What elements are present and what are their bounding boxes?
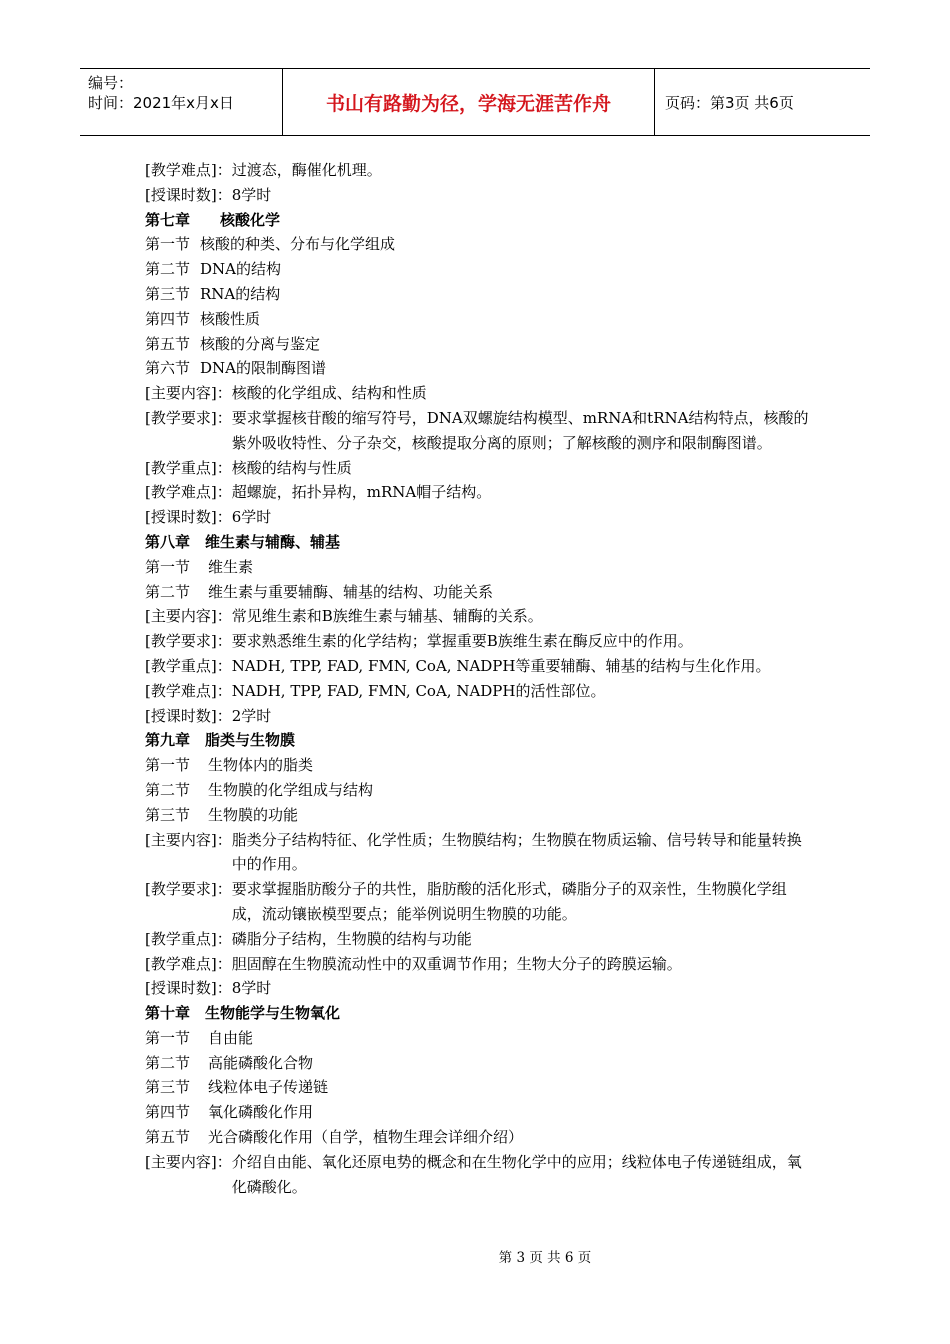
chapter-heading: 第九章 脂类与生物膜: [145, 731, 296, 750]
document-body: [145, 158, 810, 1199]
header-motto: 书山有路勤为径，学海无涯苦作舟: [283, 69, 655, 135]
teaching-hours: [授课时数]： 2学时: [145, 706, 272, 725]
section-item: 第一节 自由能: [145, 1028, 254, 1047]
main-content: [主要内容]： 介绍自由能、氧化还原电势的概念和在生物化学中的应用；线粒体电子传递链组成，氧化磷酸化。: [145, 1152, 802, 1196]
teaching-key-point: [教学重点]： 磷脂分子结构，生物膜的结构与功能: [145, 929, 472, 948]
section-item: 第四节 氧化磷酸化作用: [145, 1103, 314, 1122]
section-item: 第二节 高能磷酸化合物: [145, 1053, 314, 1072]
header-table: [80, 68, 870, 136]
section-item: 第二节 生物膜的化学组成与结构: [145, 780, 374, 799]
chapter-heading: 第七章 核酸化学: [145, 210, 281, 229]
section-item: 第五节 光合磷酸化作用（自学，植物生理会详细介绍）: [145, 1128, 524, 1147]
section-item: 第三节 RNA的结构: [145, 284, 281, 303]
chapter-heading: 第八章 维生素与辅酶、辅基: [145, 532, 341, 551]
section-item: 第一节 核酸的种类、分布与化学组成: [145, 235, 396, 254]
main-content: [主要内容]： 核酸的化学组成、结构和性质: [145, 384, 427, 403]
header-left-cell: [80, 69, 283, 135]
section-item: 第二节 DNA的结构: [145, 260, 281, 279]
teaching-hours: [授课时数]： 6学时: [145, 508, 272, 527]
section-item: 第四节 核酸性质: [145, 309, 261, 328]
time-label: 时间：2021年x月x日: [88, 94, 234, 112]
teaching-key-point: [教学重点]： NADH, TPP, FAD, FMN, CoA, NADPH等重要辅酶、辅基的结构与生化作用。: [145, 656, 771, 675]
number-label: 编号：: [88, 74, 134, 92]
teaching-difficulty: [教学难点]： 超螺旋，拓扑异构，mRNA帽子结构。: [145, 483, 492, 502]
section-item: 第一节 维生素: [145, 557, 254, 576]
teaching-hours: [授课时数]： 8学时: [145, 185, 272, 204]
section-item: 第二节 维生素与重要辅酶、辅基的结构、功能关系: [145, 582, 494, 601]
main-content: [主要内容]： 脂类分子结构特征、化学性质；生物膜结构；生物膜在物质运输、信号转导和能量转换中的作用。: [145, 830, 802, 874]
teaching-hours: [授课时数]： 8学时: [145, 979, 272, 998]
main-content: [主要内容]： 常见维生素和B族维生素与辅基、辅酶的关系。: [145, 607, 543, 626]
section-item: 第五节 核酸的分离与鉴定: [145, 334, 321, 353]
teaching-difficulty: [教学难点]： 过渡态，酶催化机理。: [145, 161, 382, 179]
teaching-requirement: [教学要求]： 要求熟悉维生素的化学结构；掌握重要B族维生素在酶反应中的作用。: [145, 632, 693, 651]
section-item: 第三节 线粒体电子传递链: [145, 1078, 329, 1097]
teaching-difficulty: [教学难点]： NADH, TPP, FAD, FMN, CoA, NADPH的活性部位。: [145, 681, 606, 700]
page-footer: 第 3 页 共 6 页: [498, 1250, 592, 1266]
teaching-requirement: [教学要求]： 要求掌握脂肪酸分子的共性，脂肪酸的活化形式，磷脂分子的双亲性，生物膜化学组成，流动镶嵌模型要点；能举例说明生物膜的功能。: [145, 880, 787, 923]
teaching-difficulty: [教学难点]： 胆固醇在生物膜流动性中的双重调节作用；生物大分子的跨膜运输。: [145, 954, 682, 973]
chapter-heading: 第十章 生物能学与生物氧化: [145, 1004, 341, 1023]
teaching-requirement: [教学要求]： 要求掌握核苷酸的缩写符号，DNA双螺旋结构模型、mRNA和tRNA结构特点，核酸的紫外吸收特性、分子杂交，核酸提取分离的原则；了解核酸的测序和限制酶图谱。: [145, 408, 809, 452]
section-item: 第三节 生物膜的功能: [145, 805, 299, 824]
section-item: 第六节 DNA的限制酶图谱: [145, 359, 327, 378]
teaching-key-point: [教学重点]： 核酸的结构与性质: [145, 458, 352, 477]
header-page-info: 页码：第3页 共6页: [665, 93, 794, 112]
section-item: 第一节 生物体内的脂类: [145, 756, 314, 775]
